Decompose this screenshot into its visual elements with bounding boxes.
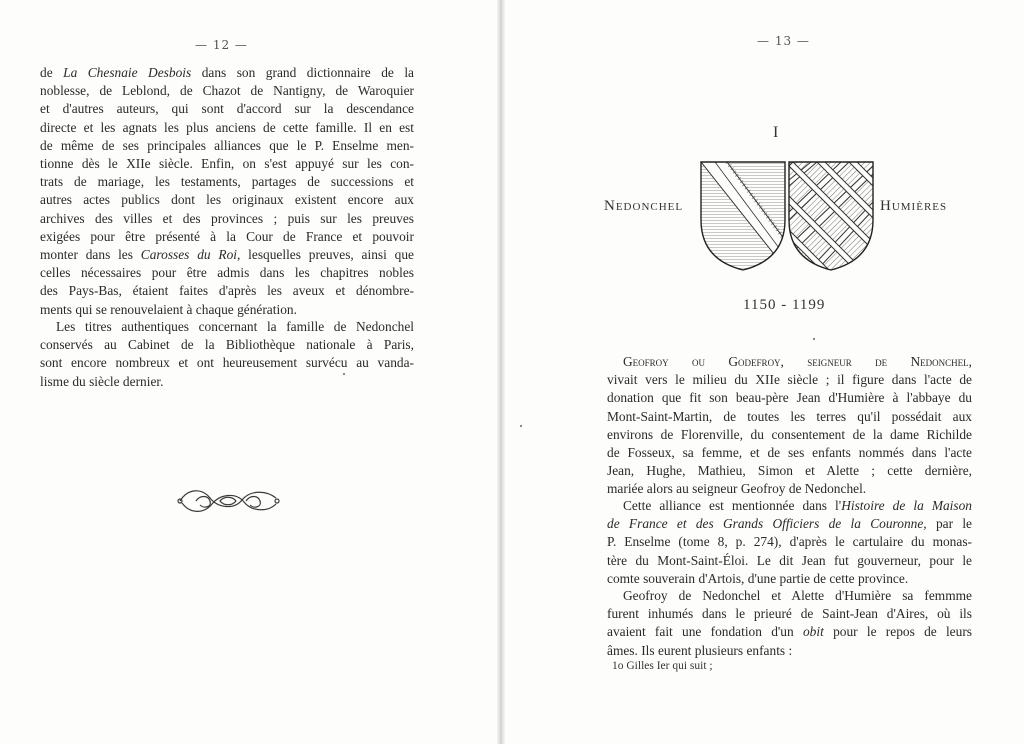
text-segment: , lesquelles preuves, ainsi que [237,247,414,263]
text-line [607,462,972,480]
italic-text: obit [802,624,824,640]
text-segment: tère du Mont-Saint-Éloi. Le dit Jean fut gouverneur, pour le [607,552,972,568]
text-segment: Jean, Hughe, Mathieu, Simon et Alette ; cette dernière, [607,463,972,479]
text-segment: de [40,65,64,80]
text-segment: environs de Florenville, du consentement de la dame Richilde [607,426,972,442]
text-segment: exigées pour être présenté à la Cour de France et pouvoir [40,228,414,244]
text-line [607,623,972,641]
text-line [40,191,414,209]
text-line [40,82,414,100]
text-segment: sont encore nombreux et ont heureusement survécu au vanda- [40,355,414,371]
text-line [607,533,972,551]
italic-text: Carosses du Roi [140,247,237,263]
text-line [40,301,414,319]
text-line [607,605,972,623]
text-line [40,119,414,137]
text-segment: furent inhumés dans le prieuré de Saint-Jean d'Aires, où ils [607,606,972,622]
text-line [40,210,414,228]
text-line [607,444,972,462]
text-segment: comte souverain d'Artois, d'une partie de cette province. [607,570,909,586]
text-line [40,336,414,354]
text-line [607,480,972,498]
text-line [607,426,972,444]
list-item-gilles: 1o Gilles Ier qui suit ; [612,660,713,672]
text-line [607,587,972,605]
text-line [40,373,414,391]
text-line [40,354,414,372]
text-segment: de Fosseux, sa femme, et de ses enfants nommés dans l'acte [607,445,972,461]
coat-of-arms-icon [697,160,877,272]
print-speck [520,425,522,427]
right-paragraph-1 [607,353,972,499]
text-segment: de même de ses principales alliances que le P. Enselme men- [40,137,414,153]
print-speck [343,373,345,375]
left-page-number: — 12 — [195,38,248,52]
text-segment: pour le repos de leurs [823,624,972,640]
text-segment: dans son grand dictionnaire de la [191,65,414,80]
text-line [607,552,972,570]
text-line [40,173,414,191]
right-paragraph-2 [607,497,972,588]
text-line [607,353,972,371]
text-segment: Mont-Saint-Martin, de toutes les terres qu'il possédait aux [607,408,972,424]
italic-text: La Chesnaie Desbois [63,65,192,80]
arms-label-nedonchel: Nedonchel [604,198,684,214]
text-line [40,264,414,282]
section-number: I [773,124,779,141]
text-segment: mariée alors au seigneur Geofroy de Nedonchel. [607,481,867,497]
text-segment: Geofroy ou Godefroy, seigneur de Nedonchel, [623,354,972,369]
left-paragraph-2 [40,318,414,391]
text-line [40,228,414,246]
text-segment: archives des villes et des provinces ; puis sur les preuves [40,210,414,226]
date-range: 1150 - 1199 [743,297,826,313]
text-segment: monter dans les [40,247,141,263]
text-segment: Cette alliance est mentionnée dans l' [623,498,842,513]
left-page [0,0,502,744]
book-gutter [497,0,505,744]
text-line [40,282,414,300]
text-segment: des Pays-Bas, étaient faites d'après les aveux et dénombre- [40,283,414,299]
text-segment: lisme du siècle dernier. [40,373,164,389]
text-segment: et d'autres auteurs, qui sont d'accord sur la descendance [40,101,414,117]
text-segment: donation que fit son beau-père Jean d'Humière à l'abbaye du [607,390,972,406]
text-segment: P. Enselme (tome 8, p. 274), d'après le cartulaire du monas- [607,534,972,550]
text-segment: tionne dès le XIIe siècle. Enfin, on s'est appuyé sur les con- [40,156,414,172]
left-paragraph-1 [40,64,414,319]
text-line [40,318,414,336]
text-segment: celles nécessaires pour être admis dans les chapitres nobles [40,265,414,281]
text-line [607,642,972,660]
text-segment: noblesse, de Leblond, de Chazot de Nantigny, de Waroquier [40,83,414,99]
text-segment: âmes. Ils eurent plusieurs enfants : [607,642,793,658]
italic-text: de France et des Grands Officiers de la Couronne, [607,516,927,532]
italic-text: Histoire de la Maison [841,498,972,513]
text-line [607,570,972,588]
text-segment: directe et les agnats les plus anciens de cette famille. Il en est [40,119,414,135]
right-page-number: — 13 — [757,34,810,48]
text-line [40,155,414,173]
ornament-flourish-icon [176,484,282,518]
text-segment: conservés au Cabinet de la Bibliothèque nationale à Paris, [40,337,414,353]
text-line [607,515,972,533]
text-segment: trats de mariage, les testaments, partages de successions et [40,174,414,190]
text-line [40,137,414,155]
arms-label-humieres: Humières [880,198,948,214]
text-segment: ments qui se renouvelaient à chaque génération. [40,301,297,317]
text-segment: Les titres authentiques concernant la famille de Nedonchel [56,319,414,334]
text-line [40,246,414,264]
right-paragraph-3 [607,587,972,660]
text-line [40,64,414,82]
text-line [607,371,972,389]
text-segment: vivait vers le milieu du XIIe siècle ; il figure dans l'acte de [607,372,972,388]
text-line [607,389,972,407]
text-line [607,497,972,515]
text-line [40,100,414,118]
text-segment: autres actes publics dont les originaux existent encore aux [40,192,414,208]
text-segment: avaient fait une fondation d'un [607,624,803,640]
text-line [607,408,972,426]
print-speck [813,338,815,340]
text-segment: par le [926,516,972,532]
text-segment: Geofroy de Nedonchel et Alette d'Humière sa femmme [623,588,972,603]
